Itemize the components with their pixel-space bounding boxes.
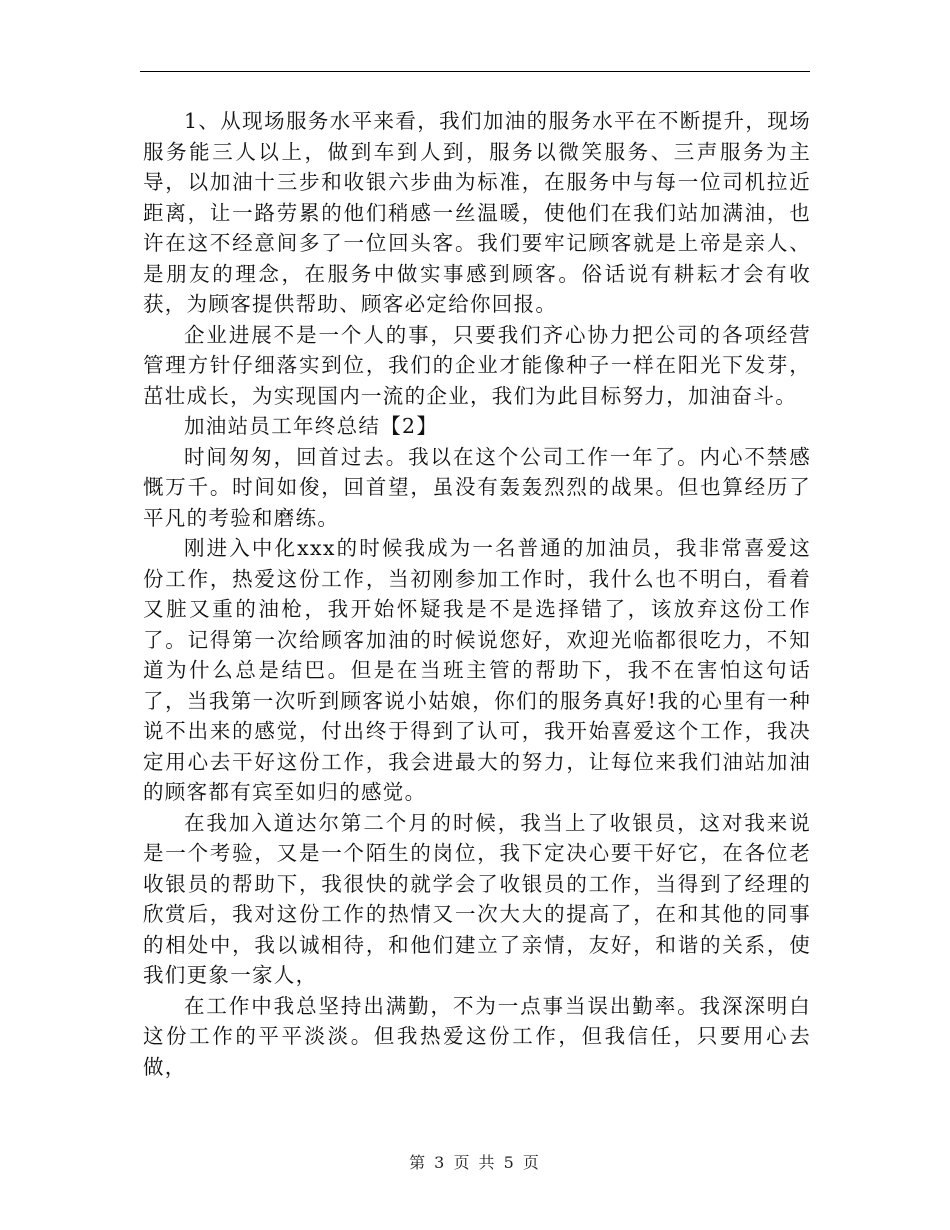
paragraph: 时间匆匆，回首过去。我以在这个公司工作一年了。内心不禁感慨万千。时间如俊，回首望，虽没有轰轰烈烈的战果。但也算经历了平凡的考验和磨练。 <box>143 444 811 530</box>
section-heading: 加油站员工年终总结【2】 <box>184 414 439 438</box>
paragraph: 在我加入道达尔第二个月的时候，我当上了收银员，这对我来说是一个考验，又是一个陌生的岗位，我下定决心要干好它，在各位老收银员的帮助下，我很快的就学会了收银员的工作，当得到了经理的欣赏后，我对这份工作的热情又一次大大的提高了，在和其他的同事的相处中，我以诚相待，和他们建立了亲情，友好，和谐的关系，使我们更象一家人， <box>143 810 811 987</box>
header-rule <box>140 71 810 72</box>
document-body <box>143 106 811 1082</box>
page-number-footer: 第 3 页 共 5 页 <box>409 1153 541 1172</box>
paragraph: 企业进展不是一个人的事，只要我们齐心协力把公司的各项经营管理方针仔细落实到位，我们的企业才能像种子一样在阳光下发芽，茁壮成长，为实现国内一流的企业，我们为此目标努力，加油奋斗。 <box>143 322 811 408</box>
paragraph: 在工作中我总坚持出满勤，不为一点事当误出勤率。我深深明白这份工作的平平淡淡。但我热爱这份工作，但我信任，只要用心去做， <box>143 993 811 1079</box>
paragraph: 1、从现场服务水平来看，我们加油的服务水平在不断提升，现场服务能三人以上，做到车到人到，服务以微笑服务、三声服务为主导，以加油十三步和收银六步曲为标准，在服务中与每一位司机拉近距离，让一路劳累的他们稍感一丝温暖，使他们在我们站加满油，也许在这不经意间多了一位回头客。我们要牢记顾客就是上帝是亲人、是朋友的理念，在服务中做实事感到顾客。俗话说有耕耘才会有收获，为顾客提供帮助、顾客必定给你回报。 <box>143 109 811 316</box>
paragraph: 刚进入中化xxx的时候我成为一名普通的加油员，我非常喜爱这份工作，热爱这份工作，当初刚参加工作时，我什么也不明白，看着又脏又重的油枪，我开始怀疑我是不是选择错了，该放弃这份工作了。记得第一次给顾客加油的时候说您好，欢迎光临都很吃力，不知道为什么总是结巴。但是在当班主管的帮助下，我不在害怕这句话了，当我第一次听到顾客说小姑娘，你们的服务真好!我的心里有一种说不出来的感觉，付出终于得到了认可，我开始喜爱这个工作，我决定用心去干好这份工作，我会进最大的努力，让每位来我们油站加油的顾客都有宾至如归的感觉。 <box>143 536 811 804</box>
